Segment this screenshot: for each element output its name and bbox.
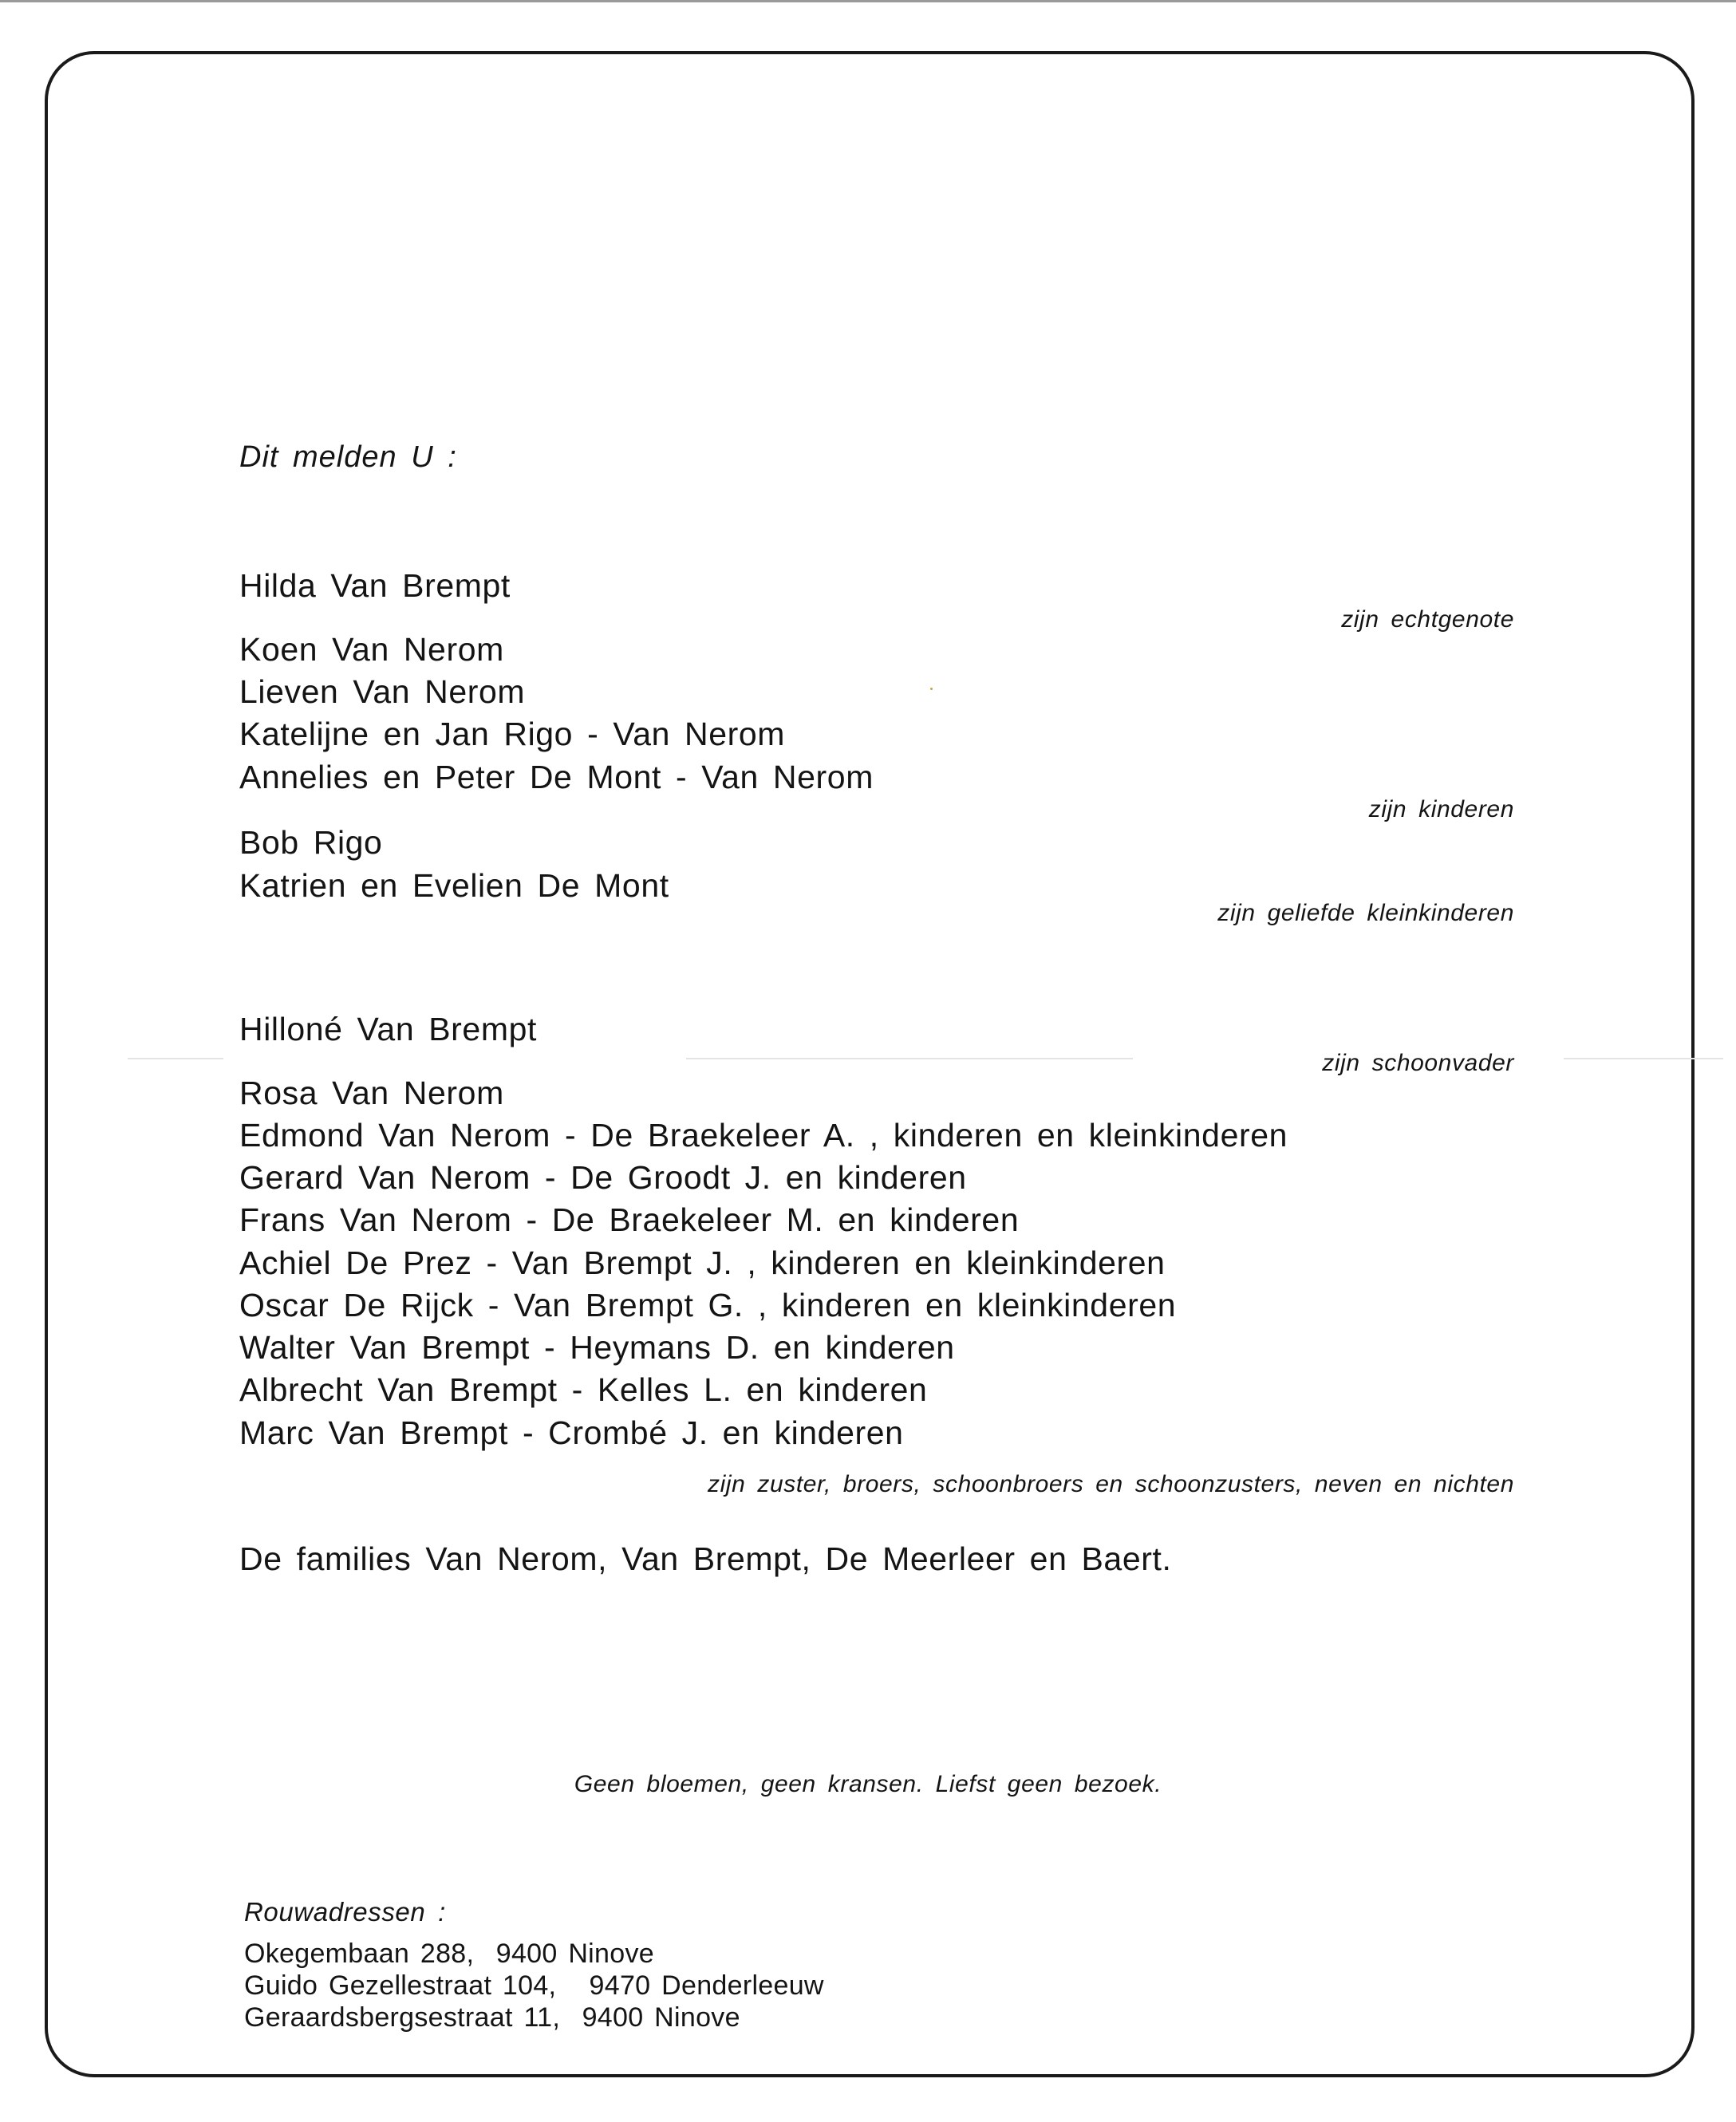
sibling-name: Albrecht Van Brempt - Kelles L. en kinderen: [239, 1371, 928, 1408]
scan-speck: [930, 688, 933, 690]
father-in-law-role: zijn schoonvader: [1322, 1050, 1514, 1076]
scan-artifact-line: [686, 1058, 1133, 1059]
addresses-title: Rouwadressen :: [244, 1897, 446, 1927]
address-line: Guido Gezellestraat 104, 9470 Denderleeuw: [244, 1970, 824, 2001]
top-border-rule: [0, 0, 1736, 2]
grandchildren-role: zijn geliefde kleinkinderen: [1217, 900, 1514, 926]
grandchild-name: Katrien en Evelien De Mont: [239, 867, 669, 904]
sibling-name: Marc Van Brempt - Crombé J. en kinderen: [239, 1414, 904, 1451]
spouse-role: zijn echtgenote: [1341, 606, 1514, 633]
sibling-name: Frans Van Nerom - De Braekeleer M. en kinderen: [239, 1201, 1020, 1238]
father-in-law-name: Hilloné Van Brempt: [239, 1011, 537, 1047]
grandchild-name: Bob Rigo: [239, 824, 383, 861]
scan-artifact-line: [128, 1058, 223, 1059]
child-name: Koen Van Nerom: [239, 631, 504, 668]
child-name: Lieven Van Nerom: [239, 673, 526, 710]
families-line: De families Van Nerom, Van Brempt, De Meerleer en Baert.: [239, 1540, 1172, 1577]
child-name: Annelies en Peter De Mont - Van Nerom: [239, 759, 874, 795]
sibling-name: Walter Van Brempt - Heymans D. en kinderen: [239, 1329, 955, 1366]
children-role: zijn kinderen: [1368, 796, 1514, 822]
sibling-name: Achiel De Prez - Van Brempt J. , kinderen en kleinkinderen: [239, 1244, 1166, 1281]
sibling-name: Rosa Van Nerom: [239, 1075, 504, 1111]
siblings-role: zijn zuster, broers, schoonbroers en schoonzusters, neven en nichten: [708, 1471, 1514, 1497]
spouse-name: Hilda Van Brempt: [239, 567, 511, 604]
intro-text: Dit melden U :: [239, 440, 457, 474]
address-line: Geraardsbergsestraat 11, 9400 Ninove: [244, 2002, 740, 2033]
flowers-notice: Geen bloemen, geen kransen. Liefst geen bezoek.: [574, 1771, 1162, 1797]
address-line: Okegembaan 288, 9400 Ninove: [244, 1939, 654, 1969]
scan-artifact-line: [1564, 1058, 1723, 1059]
sibling-name: Oscar De Rijck - Van Brempt G. , kinderen en kleinkinderen: [239, 1287, 1177, 1323]
child-name: Katelijne en Jan Rigo - Van Nerom: [239, 716, 786, 752]
sibling-name: Edmond Van Nerom - De Braekeleer A. , kinderen en kleinkinderen: [239, 1117, 1288, 1154]
sibling-name: Gerard Van Nerom - De Groodt J. en kinderen: [239, 1159, 967, 1196]
